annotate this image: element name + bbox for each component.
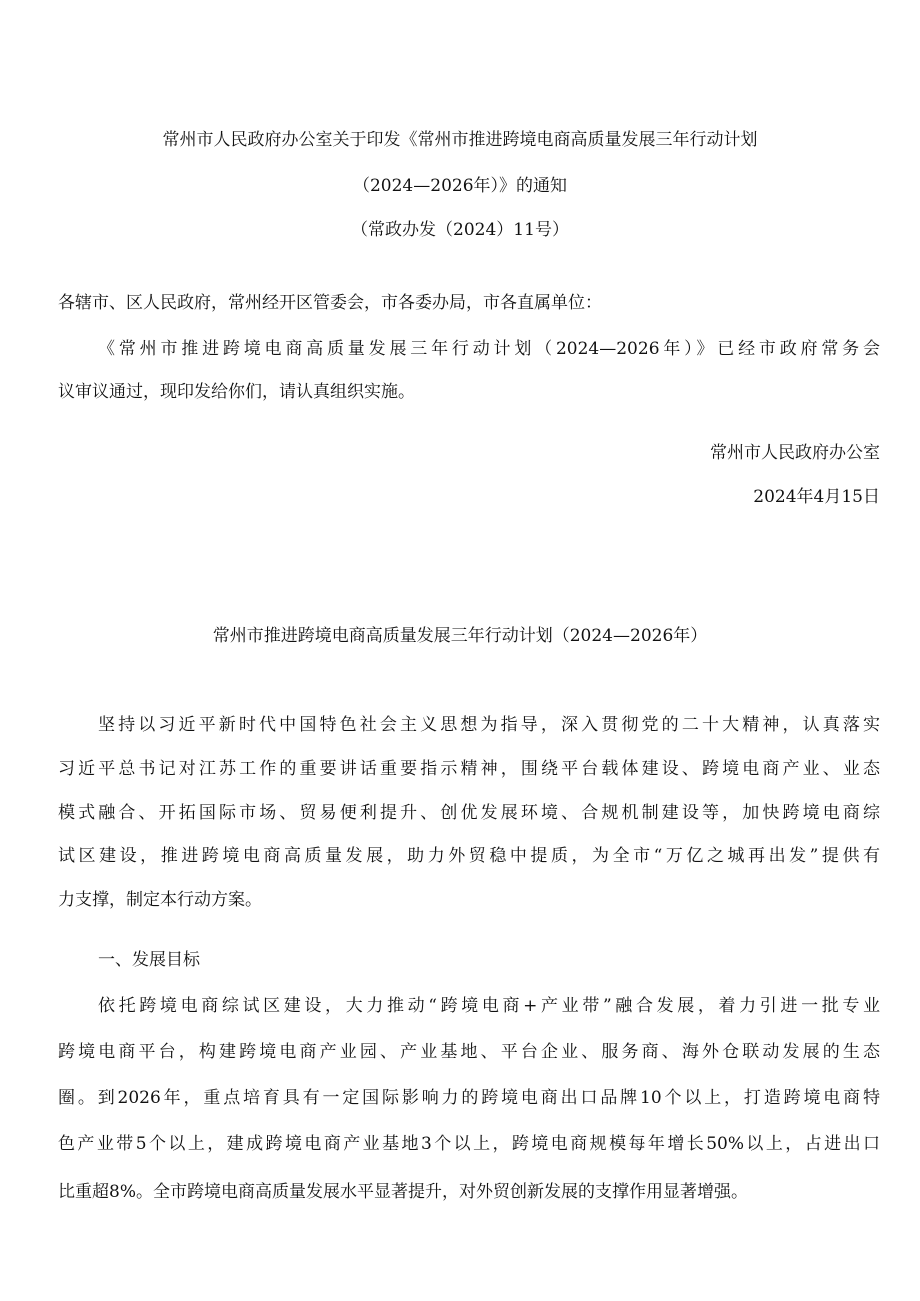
notice-title-line-1: 常州市人民政府办公室关于印发《常州市推进跨境电商高质量发展三年行动计划 xyxy=(162,130,758,150)
plan-intro-line-5: 力支撑，制定本行动方案。 xyxy=(58,890,262,910)
plan-intro-line-1: 坚持以习近平新时代中国特色社会主义思想为指导，深入贯彻党的二十大精神，认真落实 xyxy=(98,715,880,735)
notice-body-line-2: 议审议通过，现印发给你们，请认真组织实施。 xyxy=(58,382,415,402)
notice-doc-number: （常政办发（2024）11号） xyxy=(351,220,569,240)
section-1-line-3: 圈。到2026年，重点培育具有一定国际影响力的跨境电商出口品牌10个以上，打造跨境电商特 xyxy=(58,1088,880,1108)
section-1-heading: 一、发展目标 xyxy=(98,950,200,970)
section-1-line-4: 色产业带5个以上，建成跨境电商产业基地3个以上，跨境电商规模每年增长50%以上，占进出口 xyxy=(58,1134,880,1154)
section-1-line-1: 依托跨境电商综试区建设，大力推动“跨境电商+产业带”融合发展，着力引进一批专业 xyxy=(98,996,880,1016)
plan-intro-line-2: 习近平总书记对江苏工作的重要讲话重要指示精神，围绕平台载体建设、跨境电商产业、业态 xyxy=(58,759,880,779)
plan-intro-line-3: 模式融合、开拓国际市场、贸易便利提升、创优发展环境、合规机制建设等，加快跨境电商综 xyxy=(58,803,880,823)
plan-intro-line-4: 试区建设，推进跨境电商高质量发展，助力外贸稳中提质，为全市“万亿之城再出发”提供有 xyxy=(58,846,880,866)
notice-title-line-2: （2024—2026年）》的通知 xyxy=(352,176,568,196)
notice-body-line-1: 《常州市推进跨境电商高质量发展三年行动计划（2024—2026年）》已经市政府常务会 xyxy=(98,339,880,359)
section-1-line-5: 比重超8%。全市跨境电商高质量发展水平显著提升，对外贸创新发展的支撑作用显著增强。 xyxy=(58,1182,748,1202)
plan-title: 常州市推进跨境电商高质量发展三年行动计划（2024—2026年） xyxy=(212,626,708,646)
notice-date: 2024年4月15日 xyxy=(753,487,880,507)
notice-addressee: 各辖市、区人民政府，常州经开区管委会，市各委办局，市各直属单位： xyxy=(58,293,602,313)
notice-signature: 常州市人民政府办公室 xyxy=(710,443,880,463)
section-1-line-2: 跨境电商平台，构建跨境电商产业园、产业基地、平台企业、服务商、海外仓联动发展的生态 xyxy=(58,1042,880,1062)
